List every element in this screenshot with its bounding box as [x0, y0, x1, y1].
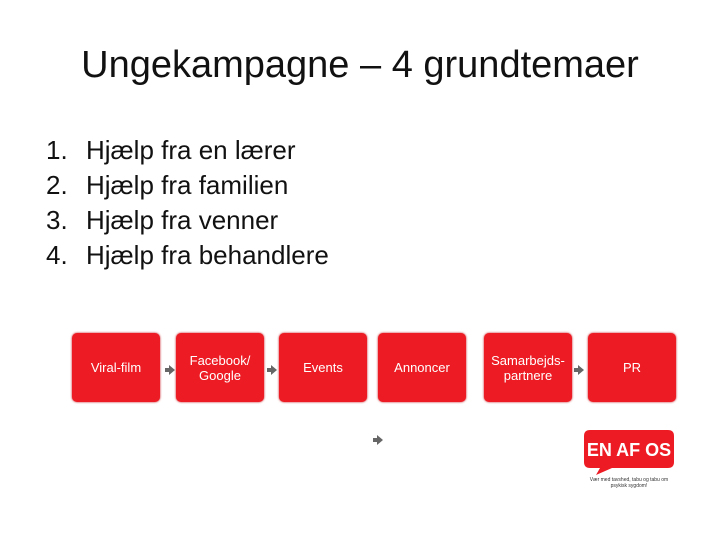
list-text: Hjælp fra behandlere	[86, 240, 329, 270]
list-number: 3.	[46, 205, 68, 235]
flow-box-viral-film: Viral-film	[72, 333, 160, 402]
list-item	[46, 203, 329, 238]
list-item	[46, 133, 329, 168]
logo-text: EN AF OS	[586, 440, 672, 460]
list-number: 4.	[46, 240, 68, 270]
flow-box-pr: PR	[588, 333, 676, 402]
arrow-right-icon	[377, 435, 383, 445]
arrow-right-icon	[271, 365, 277, 375]
list-item	[46, 168, 329, 203]
list-text: Hjælp fra en lærer	[86, 135, 296, 165]
list-text: Hjælp fra familien	[86, 170, 289, 200]
list-number: 2.	[46, 170, 68, 200]
theme-list	[46, 133, 329, 273]
list-number: 1.	[46, 135, 68, 165]
logo-tagline: Vær med tavshed, tabu og tabu om psykisk sygdom!	[589, 477, 669, 489]
flow-box-events: Events	[279, 333, 367, 402]
arrow-right-icon	[578, 365, 584, 375]
list-text: Hjælp fra venner	[86, 205, 279, 235]
en-af-os-logo	[582, 428, 676, 476]
slide-title: Ungekampagne – 4 grundtemaer	[81, 44, 639, 86]
flow-box-samarbejdspartnere: Samarbejds-partnere	[484, 333, 572, 402]
list-item	[46, 238, 329, 273]
flow-box-annoncer: Annoncer	[378, 333, 466, 402]
flow-box-facebook-google: Facebook/ Google	[176, 333, 264, 402]
arrow-right-icon	[169, 365, 175, 375]
